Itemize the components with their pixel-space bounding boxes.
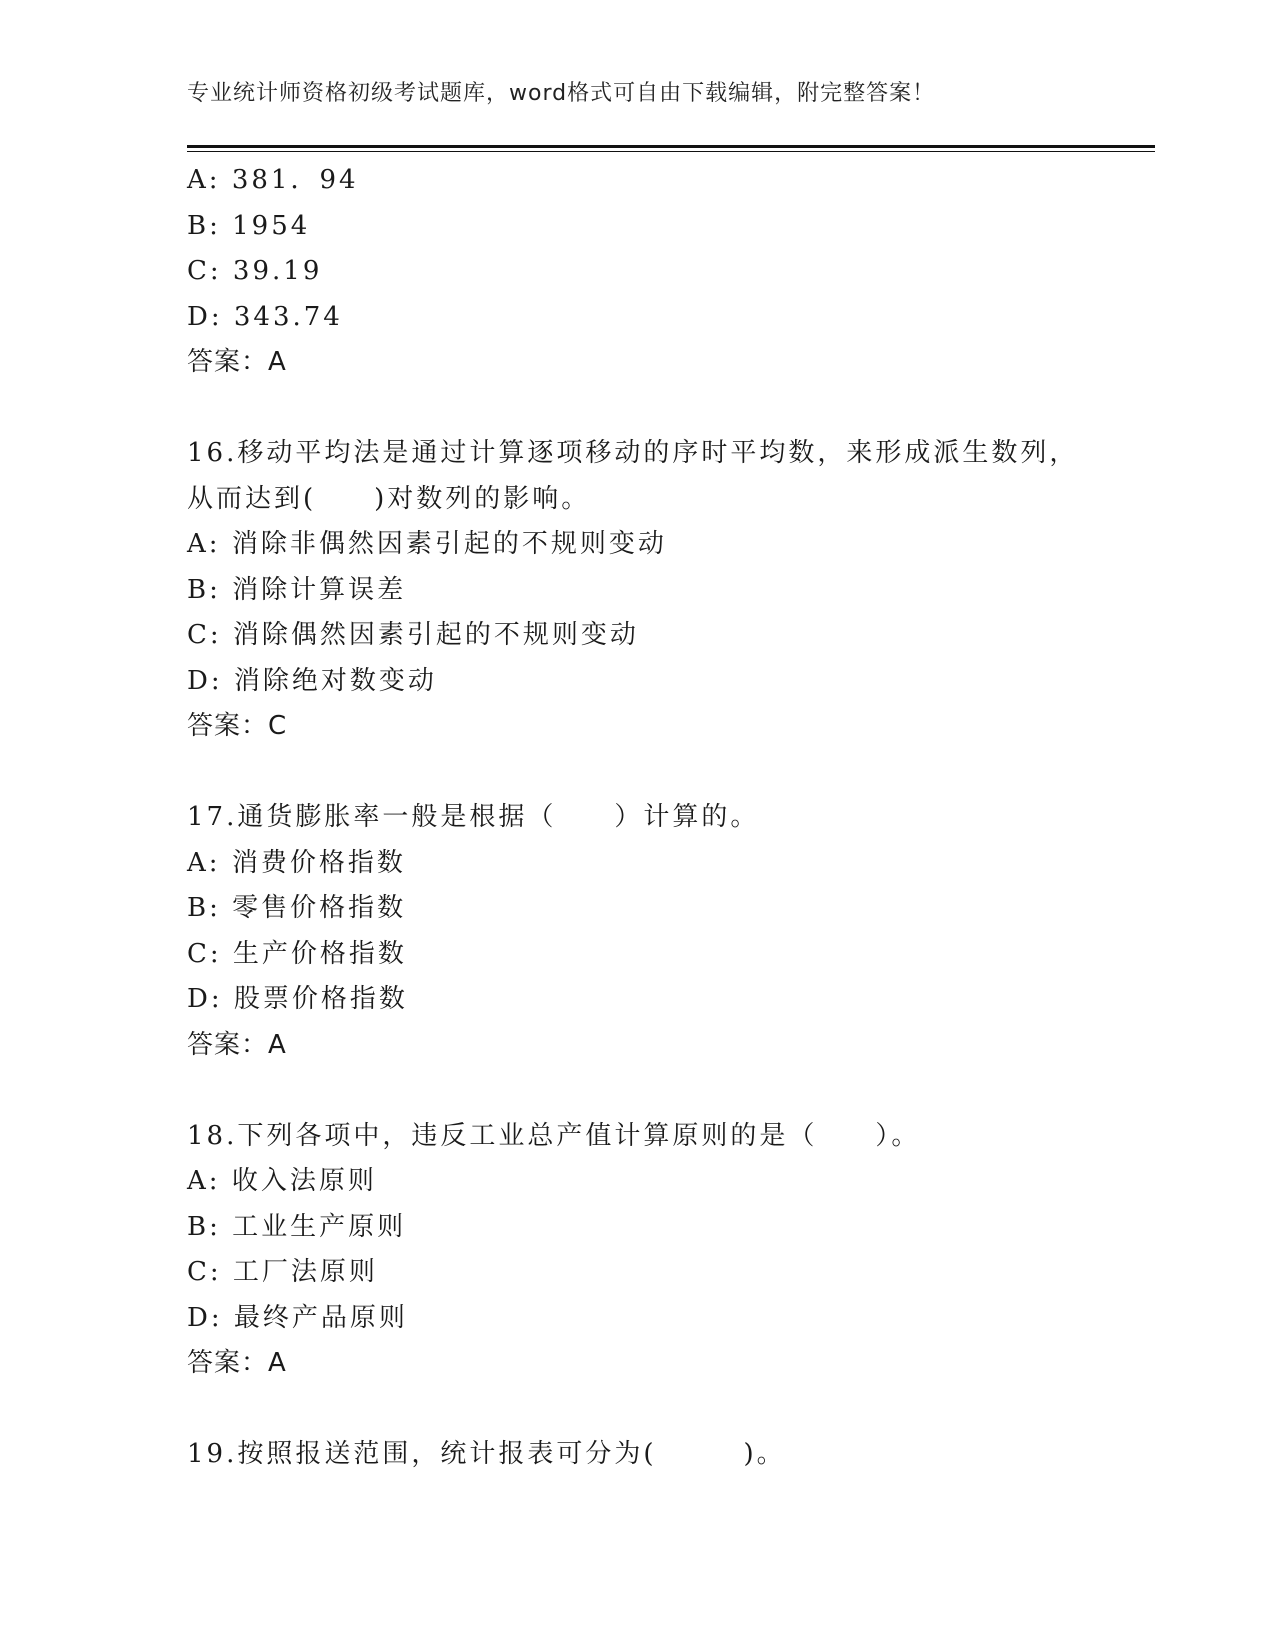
question-stem: 17.通货膨胀率一般是根据（ ）计算的。 (187, 802, 760, 832)
option-c: C: 生产价格指数 (187, 938, 407, 969)
question-16 (187, 431, 1155, 750)
answer: 答案：A (187, 1029, 287, 1060)
spacer (187, 1387, 1155, 1433)
option-d: D: 消除绝对数变动 (187, 665, 437, 696)
option-c: C: 消除偶然因素引起的不规则变动 (187, 620, 639, 650)
option-b: B: 零售价格指数 (187, 893, 407, 923)
answer: 答案：A (187, 347, 287, 377)
option-b: B: 消除计算误差 (187, 574, 407, 605)
spacer (187, 750, 1155, 796)
header-rule-thin (187, 151, 1155, 152)
option-a: A: 消除非偶然因素引起的不规则变动 (187, 529, 667, 559)
answer: 答案：A (187, 1348, 287, 1378)
question-partial (187, 158, 1155, 386)
option-b: B: 1954 (187, 210, 311, 241)
question-18 (187, 1114, 1155, 1387)
question-19 (187, 1432, 1155, 1478)
option-a: A: 消费价格指数 (187, 847, 406, 878)
page-header: 专业统计师资格初级考试题库，word格式可自由下载编辑，附完整答案！ (187, 81, 936, 106)
question-stem: 16.移动平均法是通过计算逐项移动的序时平均数，来形成派生数列， (187, 438, 1079, 468)
answer: 答案：C (187, 711, 288, 741)
option-c: C: 39.19 (187, 256, 323, 286)
option-c: C: 工厂法原则 (187, 1257, 378, 1287)
question-stem: 19.按照报送范围，统计报表可分为( )。 (187, 1439, 786, 1469)
option-a: A: 381．94 (187, 165, 359, 195)
question-stem-cont: 从而达到( )对数列的影响。 (187, 483, 591, 514)
option-d: D: 343.74 (187, 301, 343, 332)
option-d: D: 最终产品原则 (187, 1302, 408, 1333)
spacer (187, 1068, 1155, 1114)
header-rule-thick (187, 145, 1155, 148)
question-17 (187, 795, 1155, 1068)
question-stem: 18.下列各项中，违反工业总产值计算原则的是（ ）。 (187, 1120, 921, 1151)
option-b: B: 工业生产原则 (187, 1211, 407, 1242)
spacer (187, 386, 1155, 432)
option-a: A: 收入法原则 (187, 1166, 377, 1196)
option-d: D: 股票价格指数 (187, 984, 408, 1014)
document-body (187, 158, 1155, 1478)
